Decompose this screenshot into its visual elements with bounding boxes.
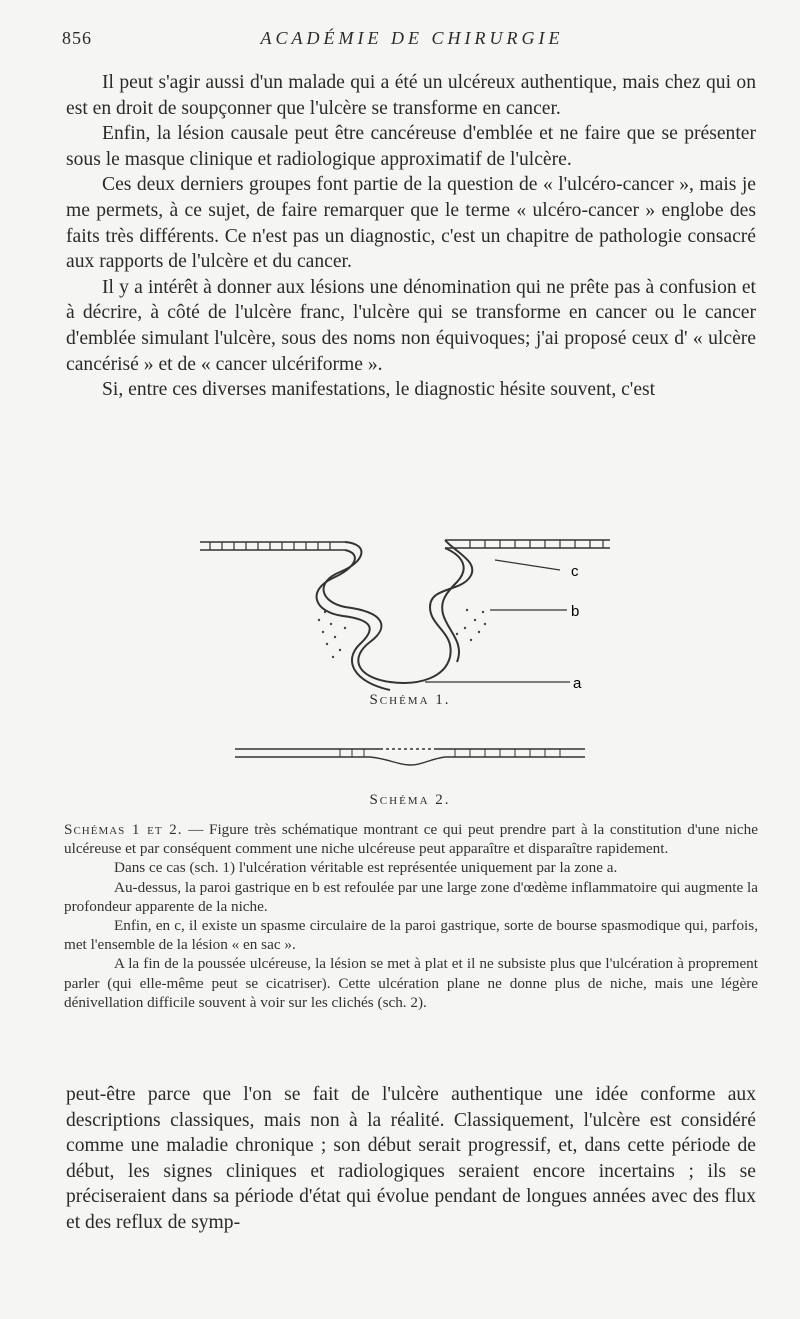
page-number: 856 [62, 28, 92, 48]
body-text-top [66, 70, 756, 403]
label-a: a [573, 675, 582, 692]
running-title: ACADÉMIE DE CHIRURGIE [260, 28, 564, 48]
paragraph: Enfin, la lésion causale peut être cancéreuse d'emblée et ne faire que se présenter sous le masque clinique et radiologique approximatif de l'ulcère. [66, 123, 756, 170]
label-c: c [571, 563, 579, 580]
schema-1-caption: Schéma 1. [369, 692, 451, 708]
body-text-bottom [66, 1082, 756, 1236]
paragraph: peut-être parce que l'on se fait de l'ulcère authentique une idée conforme aux descriptions classiques, mais non à la réalité. Classiquement, l'ulcère est considéré comme une maladie chronique ; son début serait progressif, et, dans cette période de début, les signes cliniques et radiologiques seraient encore incertains ; ils se préciseraient dans sa période d'état qui évolue pendant de longues années avec des flux et des reflux de symp- [66, 1084, 756, 1233]
schema-2-diagram [230, 745, 590, 767]
niche-outline [317, 540, 473, 690]
legend-paragraph: Dans ce cas (sch. 1) l'ulcération véritable est représentée uniquement par la zone a. [114, 859, 618, 877]
figure-legend [64, 820, 758, 1012]
legend-paragraph [64, 820, 758, 858]
paragraph: Il y a intérêt à donner aux lésions une dénomination qui ne prête pas à confusion et à décrire, à côté de l'ulcère franc, l'ulcère qui se transforme en cancer ou le cancer d'emblée simulant l'ulcère, sous des noms non équivoques; j'ai proposé ceux d' « ulcère cancérisé » et de « cancer ulcériforme ». [66, 276, 756, 375]
paragraph: Si, entre ces diverses manifestations, le diagnostic hésite souvent, c'est [102, 379, 656, 401]
legend-paragraph: A la fin de la poussée ulcéreuse, la lésion se met à plat et il ne subsiste plus que l'ulcération à proprement parler (qui elle-même peut se cicatriser). Cette ulcération plane ne donne plus de niche, mais une légère dénivellation difficile souvent à voir sur les clichés (sch. 2). [64, 955, 758, 1011]
label-b: b [571, 603, 580, 620]
legend-paragraph: Enfin, en c, il existe un spasme circulaire de la paroi gastrique, sorte de bourse spasmodique qui, parfois, met l'ensemble de la lésion « en sac ». [64, 917, 758, 954]
schema-2-caption: Schéma 2. [369, 792, 451, 808]
paragraph: Il peut s'agir aussi d'un malade qui a été un ulcéreux authentique, mais chez qui on est en droit de soupçonner que l'ulcère se transforme en cancer. [66, 72, 756, 119]
legend-lead: Schémas 1 et 2. [64, 821, 183, 838]
legend-text: — Figure très schématique montrant ce qui peut prendre part à la constitution d'une niche ulcéreuse et par conséquent comment une niche ulcéreuse peut apparaître et disparaître rapidement. [64, 821, 758, 858]
page-header [62, 28, 762, 52]
paragraph: Ces deux derniers groupes font partie de la question de « l'ulcéro-cancer », mais je me permets, à ce sujet, de faire remarquer que le terme « ulcéro-cancer » englobe des faits très différents. Ce n'est pas un diagnostic, c'est un chapitre de pathologie consacré aux rapports de l'ulcère et du cancer. [66, 174, 756, 273]
schema-1-diagram [195, 532, 625, 692]
legend-paragraph: Au-dessus, la paroi gastrique en b est refoulée par une large zone d'œdème inflammatoire qui augmente la profondeur apparente de la niche. [64, 878, 758, 915]
